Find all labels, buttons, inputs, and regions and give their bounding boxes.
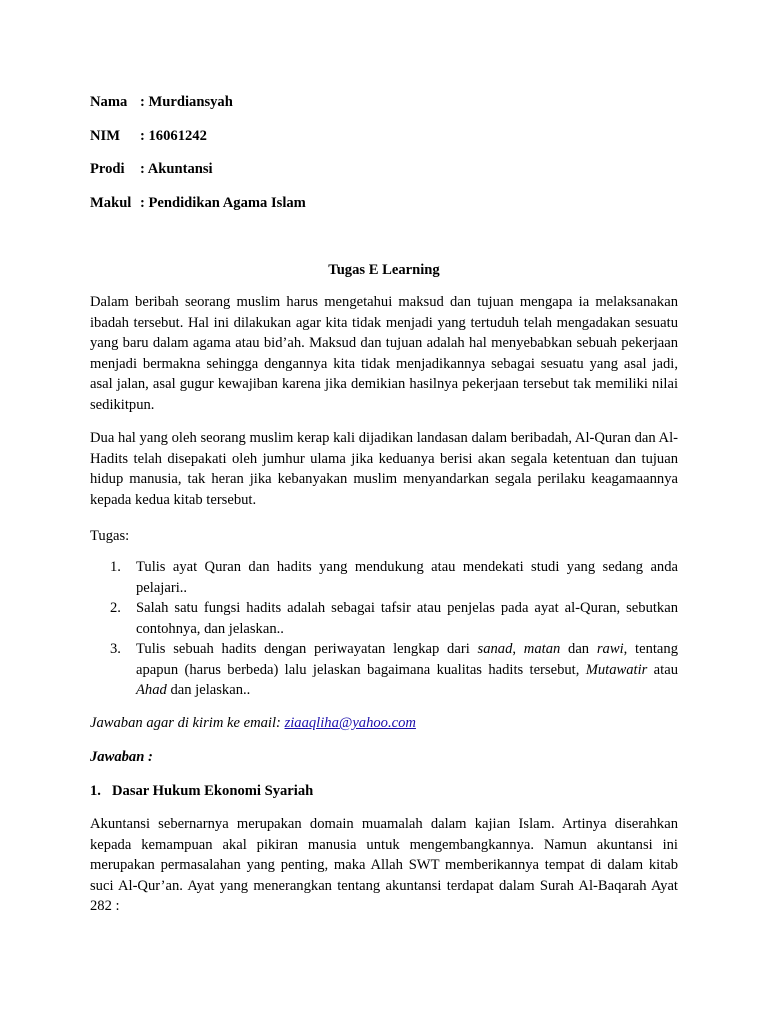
task-text-part: dan — [560, 641, 597, 657]
task-text-part: dan jelaskan.. — [166, 682, 251, 698]
tugas-label: Tugas: — [90, 528, 130, 544]
intro-paragraph-1: Dalam beribah seorang muslim harus mengetahui maksud dan tujuan mengapa ia melaksanakan ibadah tersebut. Hal ini dilakukan agar kita tidak menjadi yang tertuduh telah mengadakan sesuatu yang baru dalam agama atau bid’ah. Maksud dan tujuan adalah hal menyebabkan sebuah pekerjaan menjadi bermakna sehingga dengannya kita tidak menjadikannya sebagai sesuatu yang asal jadi, asal jalan, asal gugur kewajiban karena jika demikian hasilnya pekerjaan tersebut tak memiliki nilai sedikitpun. — [90, 294, 678, 413]
field-key: Nama — [90, 94, 128, 110]
term-rawi: rawi — [596, 641, 624, 657]
task-item-2 — [110, 598, 678, 639]
task-text: Salah satu fungsi hadits adalah sebagai tafsir atau penjelas pada ayat al-Quran, sebutkan contohnya, dan jelaskan.. — [136, 600, 678, 637]
term-ahad: Ahad — [136, 682, 167, 698]
task-number: 1. — [110, 559, 121, 575]
document-title: Tugas E Learning — [328, 262, 440, 278]
field-value: : 16061242 — [140, 128, 207, 144]
field-nim — [90, 126, 207, 147]
task-text: Tulis ayat Quran dan hadits yang mendukung atau mendekati studi yang sedang anda pelajari.. — [136, 559, 678, 596]
task-number: 2. — [110, 600, 121, 616]
field-value: : Murdiansyah — [140, 94, 233, 110]
task-number: 3. — [110, 641, 121, 657]
task-text — [136, 641, 678, 698]
field-nama — [90, 92, 233, 113]
task-text-part: Tulis sebuah hadits dengan periwayatan lengkap dari — [136, 641, 478, 657]
task-text-part: , tentang apapun (harus berbeda) lalu jelaskan bagaimana kualitas hadits tersebut, — [136, 641, 679, 678]
term-matan: matan — [523, 641, 561, 657]
field-key: Prodi — [90, 161, 125, 177]
email-link[interactable]: ziaaqliha@yahoo.com — [284, 715, 416, 731]
task-list — [110, 557, 678, 701]
jawaban-label: Jawaban : — [90, 749, 153, 765]
term-sanad: sanad — [477, 641, 513, 657]
task-item-3 — [110, 639, 678, 701]
task-text-part: atau — [647, 661, 678, 678]
field-key: Makul — [90, 195, 132, 211]
field-makul — [90, 193, 306, 214]
task-text-part: , — [512, 641, 524, 657]
section-title: Dasar Hukum Ekonomi Syariah — [112, 783, 314, 799]
task-item-1 — [110, 557, 678, 598]
email-prefix: Jawaban agar di kirim ke email: — [90, 715, 285, 731]
section-1-heading — [90, 781, 313, 802]
email-instruction — [90, 713, 416, 734]
section-number: 1. — [90, 783, 101, 799]
field-value: : Akuntansi — [140, 161, 213, 177]
field-prodi — [90, 159, 213, 180]
term-mutawatir: Mutawatir — [585, 661, 648, 678]
section-1-paragraph: Akuntansi sebernarnya merupakan domain muamalah dalam kajian Islam. Artinya diserahkan kepada kemampuan akal pikiran manusia untuk mengembangkannya. Namun akuntansi ini merupakan permasalahan yang penting, maka Allah SWT memberikannya tempat di dalam kitab suci Al-Qur’an. Ayat yang menerangkan tentang akuntansi terdapat dalam Surah Al-Baqarah Ayat 282 : — [90, 816, 678, 914]
intro-paragraph-2: Dua hal yang oleh seorang muslim kerap kali dijadikan landasan dalam beribadah, Al-Quran dan Al-Hadits telah disepakati oleh jumhur ulama jika keduanya berisi akan segala ketentuan dan tujuan hidup manusia, tak heran jika kebanyakan muslim menyandarkan segala perilaku keagamaannya kepada kedua kitab tersebut. — [90, 430, 678, 508]
field-value: : Pendidikan Agama Islam — [140, 195, 306, 211]
field-key: NIM — [90, 128, 120, 144]
